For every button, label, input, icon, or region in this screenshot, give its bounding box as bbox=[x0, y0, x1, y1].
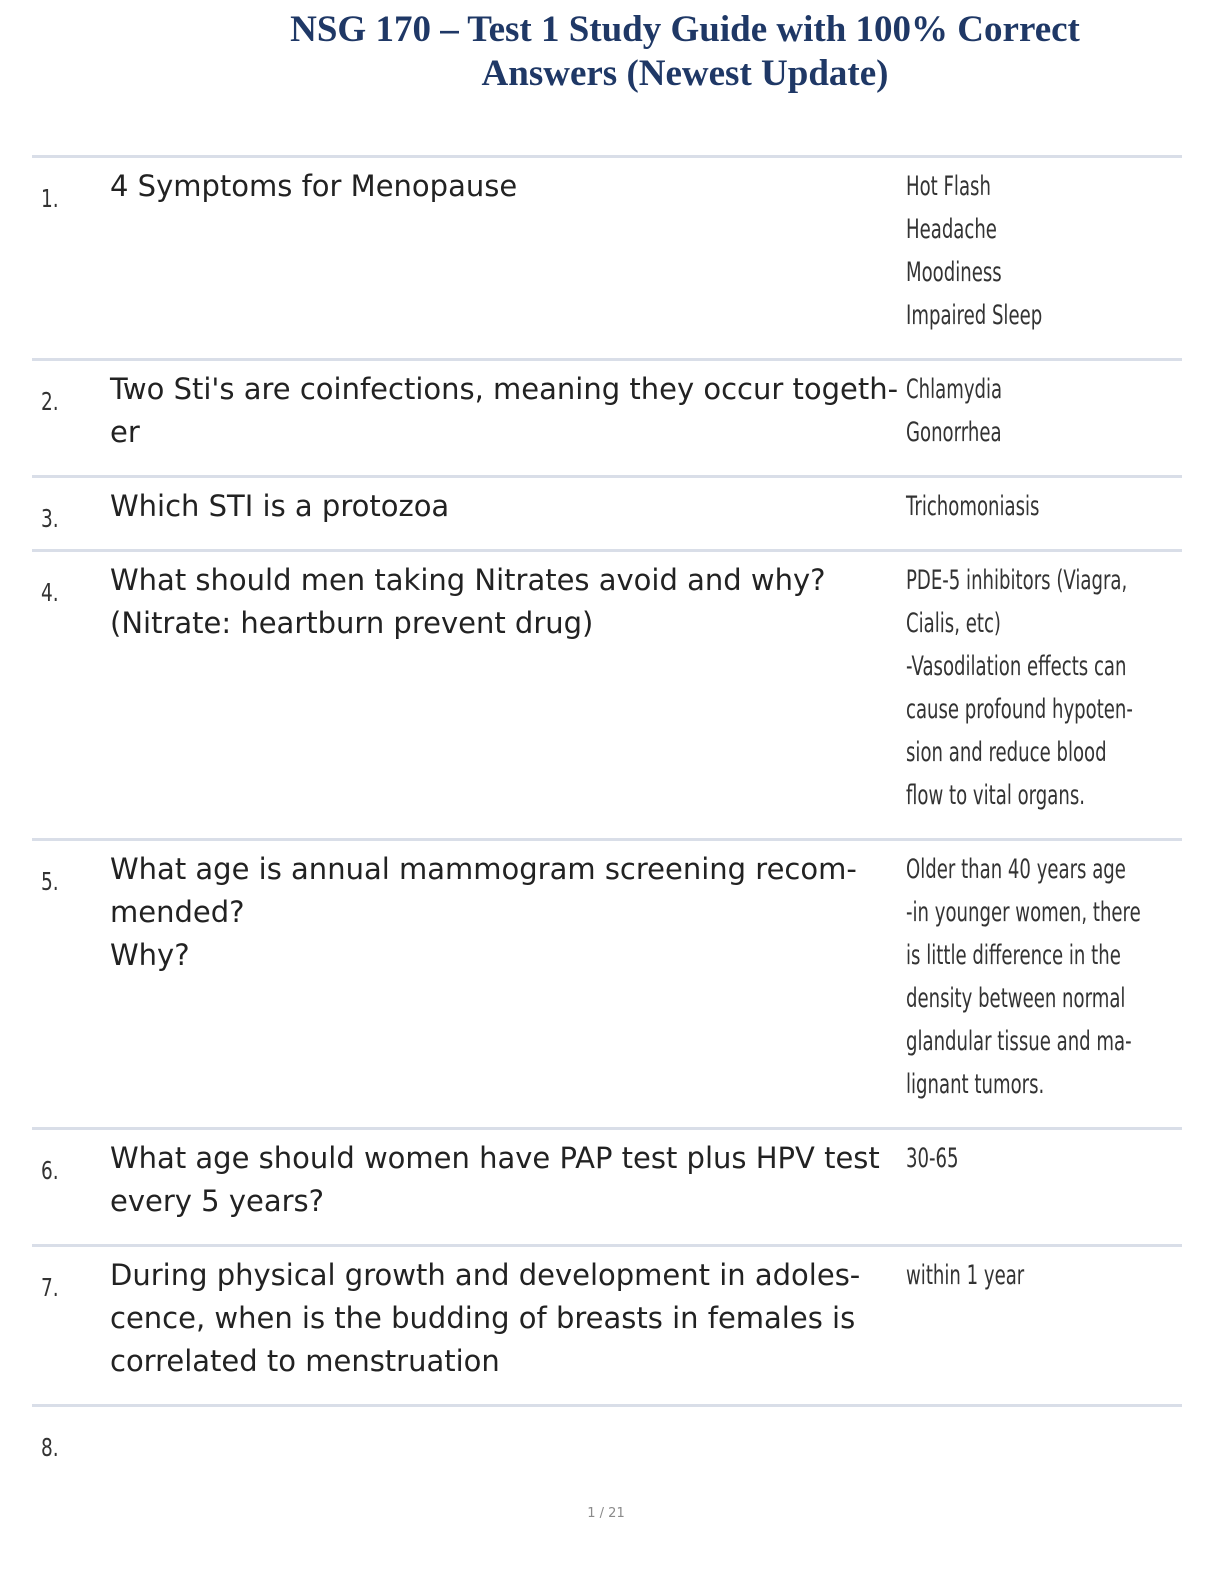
question-line: cence, when is the budding of breasts in females is bbox=[110, 1301, 856, 1335]
question-line: What age is annual mammogram screening recom- bbox=[110, 852, 857, 886]
answer-text bbox=[906, 368, 1167, 454]
item-number: 6. bbox=[41, 1156, 59, 1185]
answer-line: Gonorrhea bbox=[906, 417, 1002, 448]
question-text bbox=[110, 1137, 900, 1223]
qa-row bbox=[32, 155, 1182, 358]
item-number: 8. bbox=[41, 1433, 59, 1462]
answer-text bbox=[906, 1137, 1167, 1180]
qa-row bbox=[32, 838, 1182, 1127]
answer-line: -in younger women, there bbox=[906, 897, 1141, 928]
question-line: (Nitrate: heartburn prevent drug) bbox=[110, 606, 594, 640]
answer-text bbox=[906, 1254, 1167, 1297]
answer-line: PDE-5 inhibitors (Viagra, bbox=[906, 565, 1128, 596]
item-number: 4. bbox=[41, 578, 59, 607]
answer-text bbox=[906, 559, 1167, 817]
answer-line: sion and reduce blood bbox=[906, 737, 1107, 768]
answer-line: Older than 40 years age bbox=[906, 854, 1126, 885]
answer-text bbox=[906, 165, 1167, 337]
page-title-line-1: NSG 170 – Test 1 Study Guide with 100% Correct bbox=[290, 9, 1080, 50]
answer-text bbox=[906, 485, 1167, 528]
answer-line: Cialis, etc) bbox=[906, 608, 1001, 639]
qa-row bbox=[32, 549, 1182, 838]
answer-line: Chlamydia bbox=[906, 374, 1003, 405]
item-number: 1. bbox=[41, 184, 59, 213]
question-text bbox=[110, 485, 900, 528]
answer-line: is little difference in the bbox=[906, 940, 1121, 971]
question-line: Two Sti's are coinfections, meaning they occur togeth- bbox=[110, 372, 899, 406]
question-text bbox=[110, 368, 900, 454]
answer-line: glandular tissue and ma- bbox=[906, 1026, 1132, 1057]
qa-row bbox=[32, 358, 1182, 475]
answer-line: Headache bbox=[906, 214, 997, 245]
item-number: 2. bbox=[41, 387, 59, 416]
question-line: Why? bbox=[110, 938, 190, 972]
answer-line: cause profound hypoten- bbox=[906, 694, 1133, 725]
question-line: During physical growth and development in adoles- bbox=[110, 1258, 861, 1292]
answer-line: Moodiness bbox=[906, 257, 1002, 288]
answer-line: 30-65 bbox=[906, 1143, 959, 1174]
question-line: 4 Symptoms for Menopause bbox=[110, 169, 518, 203]
answer-line: Hot Flash bbox=[906, 171, 991, 202]
qa-row bbox=[32, 1127, 1182, 1244]
answer-line: Impaired Sleep bbox=[906, 300, 1043, 331]
answer-text bbox=[906, 848, 1167, 1106]
answer-line: Trichomoniasis bbox=[906, 491, 1040, 522]
question-line: every 5 years? bbox=[110, 1184, 325, 1218]
question-line: mended? bbox=[110, 895, 245, 929]
question-line: What age should women have PAP test plus HPV test bbox=[110, 1141, 880, 1175]
page-title bbox=[160, 8, 1210, 96]
answer-line: -Vasodilation effects can bbox=[906, 651, 1127, 682]
qa-row bbox=[32, 1244, 1182, 1404]
question-line: What should men taking Nitrates avoid and why? bbox=[110, 563, 826, 597]
question-text bbox=[110, 165, 900, 208]
question-text bbox=[110, 1254, 900, 1383]
qa-row bbox=[32, 475, 1182, 549]
question-line: er bbox=[110, 415, 140, 449]
qa-row bbox=[32, 1404, 1182, 1484]
question-line: correlated to menstruation bbox=[110, 1344, 500, 1378]
item-number: 3. bbox=[41, 504, 59, 533]
item-number: 7. bbox=[41, 1273, 59, 1302]
page-title-line-2: Answers (Newest Update) bbox=[481, 53, 889, 94]
page-indicator: 1 / 21 bbox=[587, 1506, 625, 1521]
question-line: Which STI is a protozoa bbox=[110, 489, 450, 523]
study-guide-list bbox=[32, 155, 1182, 1484]
answer-line: within 1 year bbox=[906, 1260, 1025, 1291]
item-number: 5. bbox=[41, 867, 59, 896]
answer-line: density between normal bbox=[906, 983, 1126, 1014]
question-text bbox=[110, 848, 900, 977]
answer-line: flow to vital organs. bbox=[906, 780, 1086, 811]
answer-line: lignant tumors. bbox=[906, 1069, 1045, 1100]
question-text bbox=[110, 559, 900, 645]
